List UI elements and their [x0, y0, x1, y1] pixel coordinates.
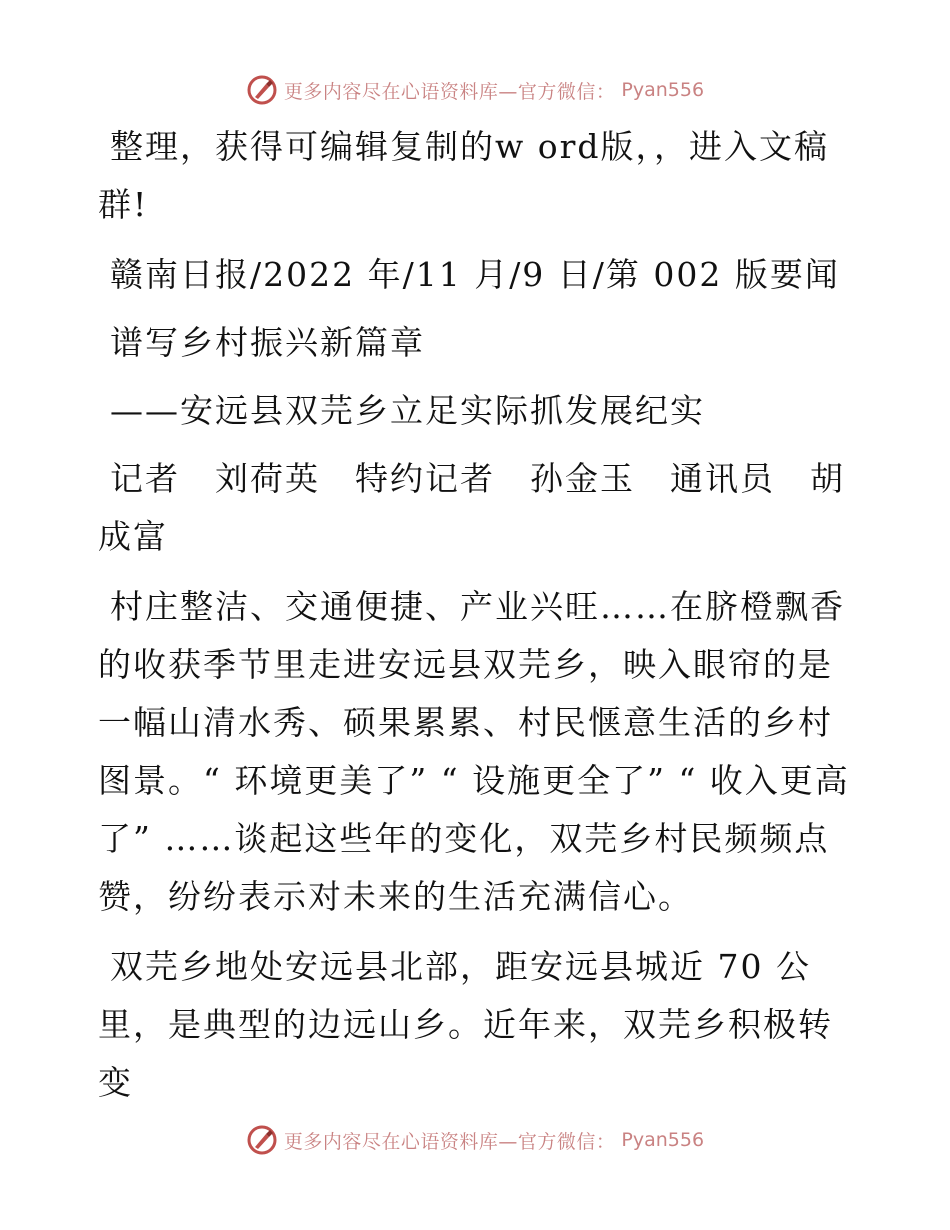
pen-logo-icon: [246, 74, 278, 106]
watermark-text: 更多内容尽在心语资料库—官方微信：: [283, 1130, 616, 1153]
article-title: 谱写乡村振兴新篇章: [110, 323, 425, 362]
body-paragraph: 村庄整洁、交通便捷、产业兴旺……在脐橙飘香的收获季节里走进安远县双芫乡，映入眼帘的是一幅山清水秀、硕果累累、村民惬意生活的乡村图景。“ 环境更美了” “ 设施更全了” “ 收入更高了” ……谈起这些年的变化，双芫乡村民频频点赞，纷纷表示对未来的生活充满信心。: [98, 587, 850, 916]
watermark-header: [0, 72, 950, 108]
watermark-text: 更多内容尽在心语资料库—官方微信：: [283, 80, 616, 103]
watermark-wechat-id: Pyan556: [621, 79, 705, 101]
article-subtitle: ——安远县双芫乡立足实际抓发展纪实: [110, 391, 705, 430]
pen-logo-icon: [246, 1124, 278, 1156]
body-paragraph: 双芫乡地处安远县北部，距安远县城近 70 公里，是典型的边远山乡。近年来，双芫乡积极转变: [98, 947, 833, 1102]
article-body: [98, 118, 850, 1124]
watermark-wechat-id: Pyan556: [621, 1129, 705, 1151]
intro-note: 整理，获得可编辑复制的w ord版，，进入文稿群!: [98, 127, 830, 224]
byline: 记者 刘荷英 特约记者 孙金玉 通讯员 胡成富: [98, 459, 845, 556]
watermark-footer: [0, 1122, 950, 1158]
source-line: 赣南日报/2022 年/11 月/9 日/第 002 版要闻: [110, 255, 840, 294]
